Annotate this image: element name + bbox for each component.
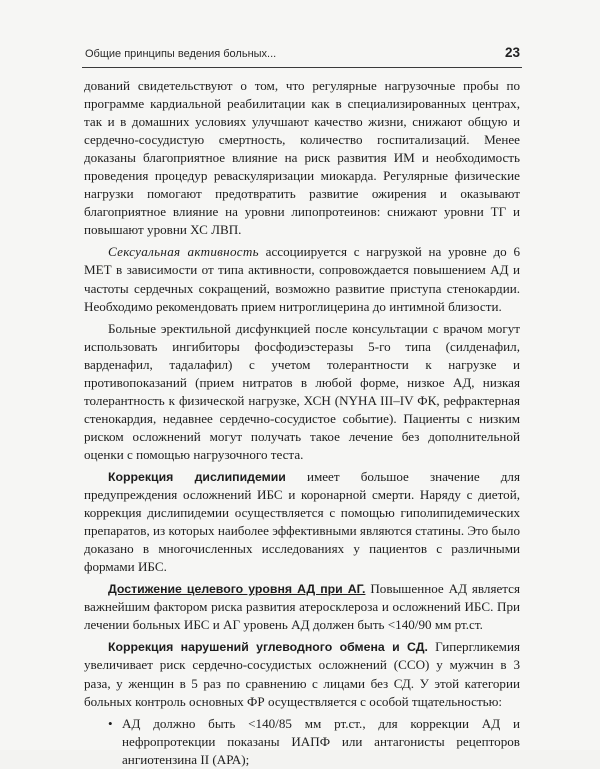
paragraph-lead: Коррекция дислипидемии	[108, 469, 286, 484]
bullet-icon: •	[108, 715, 113, 731]
page-number: 23	[504, 45, 520, 60]
running-title: Общие принципы ведения больных...	[85, 48, 277, 60]
paragraph-lead: Достижение целевого уровня АД при АГ.	[108, 582, 366, 597]
paragraph-continuation: дований свидетельствуют о том, что регулярные нагрузочные пробы по программе кардиальной реабилитации как в специализированных центрах, так и в домашних условиях улучшают качество жизни, снижают общую и сердечно-сосудистую смертность, количество госпитализаций. Менее доказаны благоприятное влияние на риск развития ИМ и необходимость проведения процедур реваскуляризации миокарда. Регулярные физические нагрузки помогают предотвратить развитие ожирения и оказывают благоприятное влияние на уровни липопротеинов: снижают уровни ТГ и повышают уровни ХС ЛВП.	[84, 78, 520, 238]
paragraph-erectile-dysfunction: Больные эректильной дисфункцией после консультации с врачом могут использовать ингибиторы фосфодиэстеразы 5-го типа (силденафил, варденафил, тадалафил) с учетом толерантности к нагрузке и противопоказаний (прием нитратов в любой форме, низкое АД, низкая толерантность к физической нагрузке, ХСН (NYHA III–IV ФК, рефрактерная стенокардия, недавнее сердечно-сосудистое событие). Пациенты с низким риском осложнений могут получать такое лечение без дополнительной оценки с помощью нагрузочного теста.	[84, 320, 520, 462]
paragraph-sexual-activity: Сексуальная активность ассоциируется с нагрузкой на уровне до 6 МЕТ в зависимости от типа активности, сопровождается повышением АД и частоты сердечных сокращений, возможно развитие приступа стенокардии. Необходимо рекомендовать прием нитроглицерина до интимной близости.	[84, 244, 520, 314]
page-body	[84, 77, 520, 769]
paragraph-dyslipidemia: Коррекция дислипидемии имеет большое значение для предупреждения осложнений ИБС и коронарной смерти. Наряду с диетой, коррекция дислипидемии осуществляется с помощью гиполипидемических препаратов, из которых наиболее эффективными являются статины. Это было доказано в многочисленных исследованиях у пациентов с различными формами ИБС.	[84, 468, 520, 575]
paragraph-diabetes: Коррекция нарушений углеводного обмена и СД. Гипергликемия увеличивает риск сердечно-сосудистых осложнений (ССО) у мужчин в 3 раза, у женщин в 5 раз по сравнению с лицами без СД. У этой категории больных контроль основных ФР осуществляется с особой тщательностью:	[84, 639, 520, 709]
paragraph-lead: Коррекция нарушений углеводного обмена и СД.	[108, 640, 428, 655]
running-header	[82, 41, 522, 68]
list-item	[108, 715, 520, 769]
paragraph-lead: Сексуальная активность	[108, 244, 259, 260]
paragraph-blood-pressure: Достижение целевого уровня АД при АГ. Повышенное АД является важнейшим фактором риска развития атеросклероза и осложнений ИБС. При лечении больных ИБС и АГ уровень АД должен быть <140/90 мм рт.ст.	[84, 581, 520, 633]
list-item-text: АД должно быть <140/85 мм рт.ст., для коррекции АД и нефропротекции показаны ИАПФ или антагонисты рецепторов ангиотензина II (АРА);	[122, 715, 520, 767]
